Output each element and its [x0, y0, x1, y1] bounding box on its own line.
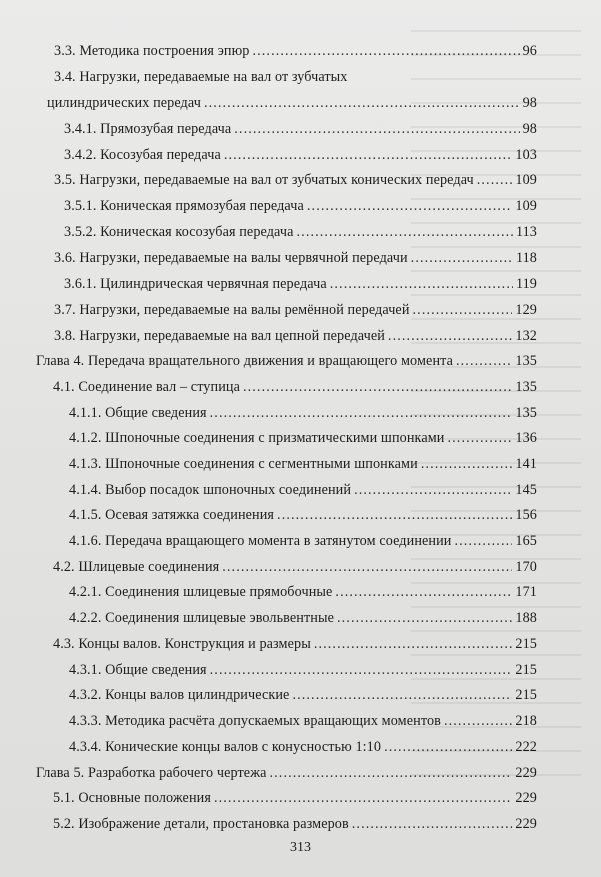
toc-entry-page: 135	[515, 379, 537, 395]
toc-leader-dots	[411, 247, 513, 269]
toc-leader-dots	[454, 530, 512, 552]
toc-leader-dots	[222, 556, 512, 578]
toc-entry-title: 3.4.2. Косозубая передача	[64, 147, 221, 163]
toc-entry	[0, 247, 601, 269]
toc-entry-page: 96	[522, 43, 537, 59]
toc-entry	[0, 299, 601, 321]
toc-entry-title: 4.1.3. Шпоночные соединения с сегментными шпонками	[69, 456, 418, 472]
toc-entry-page: 118	[515, 250, 537, 266]
toc-entry-page: 229	[515, 816, 537, 832]
toc-leader-dots	[354, 479, 512, 501]
toc-entry	[0, 581, 601, 603]
toc-leader-dots	[421, 453, 513, 475]
toc-entry-title: цилиндрических передач	[47, 95, 201, 111]
toc-entry-page: 222	[515, 739, 537, 755]
toc-leader-dots	[210, 402, 513, 424]
toc-entry-page: 136	[515, 430, 537, 446]
toc-leader-dots	[252, 40, 519, 62]
toc-entry	[0, 607, 601, 629]
toc-entry	[0, 479, 601, 501]
toc-entry	[0, 376, 601, 398]
toc-entry-page: 170	[515, 559, 537, 575]
toc-entry	[0, 221, 601, 243]
toc-entry	[0, 118, 601, 140]
toc-entry-title: 3.8. Нагрузки, передаваемые на вал цепной передачей	[54, 328, 385, 344]
toc-entry-page: 215	[515, 662, 537, 678]
toc-entry-page: 218	[515, 713, 537, 729]
toc-entry-title: 3.4. Нагрузки, передаваемые на вал от зубчатых	[54, 69, 348, 85]
toc-leader-dots	[297, 221, 513, 243]
toc-entry-page: 215	[515, 687, 537, 703]
toc-entry-page: 165	[515, 533, 537, 549]
toc-entry-title: 3.5.2. Коническая косозубая передача	[64, 224, 294, 240]
toc-entry	[0, 504, 601, 526]
toc-entry	[0, 710, 601, 732]
toc-leader-dots	[444, 710, 512, 732]
toc-entry-page: 119	[515, 276, 537, 292]
toc-entry	[0, 787, 601, 809]
toc-leader-dots	[337, 607, 512, 629]
toc-entry-title: 3.5.1. Коническая прямозубая передача	[64, 198, 304, 214]
toc-entry	[0, 530, 601, 552]
toc-entry-page: 109	[515, 198, 537, 214]
toc-entry-title: Глава 4. Передача вращательного движения и вращающего момента	[36, 353, 454, 369]
toc-entry-title: 3.7. Нагрузки, передаваемые на валы ремённой передачей	[54, 302, 410, 318]
toc-entry-page: 145	[515, 482, 537, 498]
toc-entry-title: 4.1.4. Выбор посадок шпоночных соединений	[69, 482, 352, 498]
toc-entry	[0, 556, 601, 578]
toc-entry-title: 5.2. Изображение детали, простановка размеров	[53, 816, 349, 832]
toc-entry	[0, 169, 601, 191]
toc-entry	[0, 453, 601, 475]
toc-entry-page: 229	[515, 790, 537, 806]
toc-leader-dots	[456, 350, 512, 372]
toc-leader-dots	[224, 144, 513, 166]
toc-entry-title: 4.1.6. Передача вращающего момента в затянутом соединении	[69, 533, 452, 549]
toc-entry-page: 156	[515, 507, 537, 523]
toc-entry-page: 98	[522, 95, 537, 111]
toc-entry-page: 132	[515, 328, 537, 344]
page-number: 313	[290, 840, 311, 855]
toc-leader-dots	[384, 736, 512, 758]
toc-entry-title: 4.2.1. Соединения шлицевые прямобочные	[69, 584, 333, 600]
toc-entry-title: 5.1. Основные положения	[53, 790, 211, 806]
toc-leader-dots	[314, 633, 513, 655]
toc-entry-title: 3.4.1. Прямозубая передача	[64, 121, 232, 137]
toc-entry-page: 229	[515, 765, 537, 781]
toc-entry-title: 4.3.3. Методика расчёта допускаемых вращающих моментов	[69, 713, 441, 729]
toc-leader-dots	[352, 813, 513, 835]
toc-entry-page: 129	[515, 302, 537, 318]
toc-entry	[0, 325, 601, 347]
toc-entry-page: 113	[515, 224, 537, 240]
toc-entry-page: 103	[515, 147, 537, 163]
toc-entry-page: 188	[515, 610, 537, 626]
toc-entry-page: 135	[515, 353, 537, 369]
toc-leader-dots	[277, 504, 512, 526]
toc-leader-dots	[270, 762, 513, 784]
toc-entry-title: 4.1.1. Общие сведения	[69, 405, 207, 421]
toc-entry	[0, 273, 601, 295]
toc-entry	[0, 813, 601, 835]
toc-leader-dots	[413, 299, 513, 321]
toc-leader-dots	[204, 92, 520, 114]
toc-entry	[0, 633, 601, 655]
toc-entry-title: Глава 5. Разработка рабочего чертежа	[36, 765, 267, 781]
toc-entry	[0, 195, 601, 217]
toc-entry	[0, 92, 601, 114]
toc-leader-dots	[330, 273, 513, 295]
toc-leader-dots	[214, 787, 512, 809]
toc-entry	[0, 659, 601, 681]
toc-entry-page: 109	[515, 172, 537, 188]
toc-entry-title: 4.3. Концы валов. Конструкция и размеры	[53, 636, 311, 652]
toc-leader-dots	[292, 684, 512, 706]
toc-entry-title: 4.2. Шлицевые соединения	[53, 559, 220, 575]
toc-leader-dots	[234, 118, 519, 140]
toc-entry	[0, 66, 601, 88]
toc-entry-title: 4.2.2. Соединения шлицевые эвольвентные	[69, 610, 335, 626]
toc-leader-dots	[448, 427, 513, 449]
toc-entry-page: 98	[522, 121, 537, 137]
toc-entry-title: 3.5. Нагрузки, передаваемые на вал от зубчатых конических передач	[54, 172, 474, 188]
toc-entry	[0, 684, 601, 706]
toc-entry-title: 4.1.2. Шпоночные соединения с призматическими шпонками	[69, 430, 445, 446]
toc-entry-title: 4.3.4. Конические концы валов с конусностью 1:10	[69, 739, 382, 755]
toc-leader-dots	[210, 659, 513, 681]
toc-entry	[0, 40, 601, 62]
toc-entry	[0, 402, 601, 424]
toc-entry-page: 135	[515, 405, 537, 421]
toc-entry	[0, 736, 601, 758]
toc-entry	[0, 144, 601, 166]
toc-leader-dots	[307, 195, 513, 217]
toc-leader-dots	[243, 376, 512, 398]
toc-entry	[0, 350, 601, 372]
toc-leader-dots	[388, 325, 512, 347]
toc-leader-dots	[335, 581, 512, 603]
toc-entry-title: 4.3.1. Общие сведения	[69, 662, 207, 678]
toc-entry-title: 4.1.5. Осевая затяжка соединения	[69, 507, 275, 523]
toc-entry-title: 4.1. Соединение вал – ступица	[53, 379, 240, 395]
toc-entry	[0, 762, 601, 784]
toc-entry-title: 3.6. Нагрузки, передаваемые на валы червячной передачи	[54, 250, 408, 266]
toc-leader-dots	[477, 169, 513, 191]
toc-entry-page: 141	[515, 456, 537, 472]
toc-entry-title: 3.6.1. Цилиндрическая червячная передача	[64, 276, 327, 292]
toc-entry-title: 4.3.2. Концы валов цилиндрические	[69, 687, 290, 703]
toc-entry-title: 3.3. Методика построения эпюр	[54, 43, 250, 59]
toc-entry-page: 171	[515, 584, 537, 600]
toc-entry-page: 215	[515, 636, 537, 652]
toc-entry	[0, 427, 601, 449]
